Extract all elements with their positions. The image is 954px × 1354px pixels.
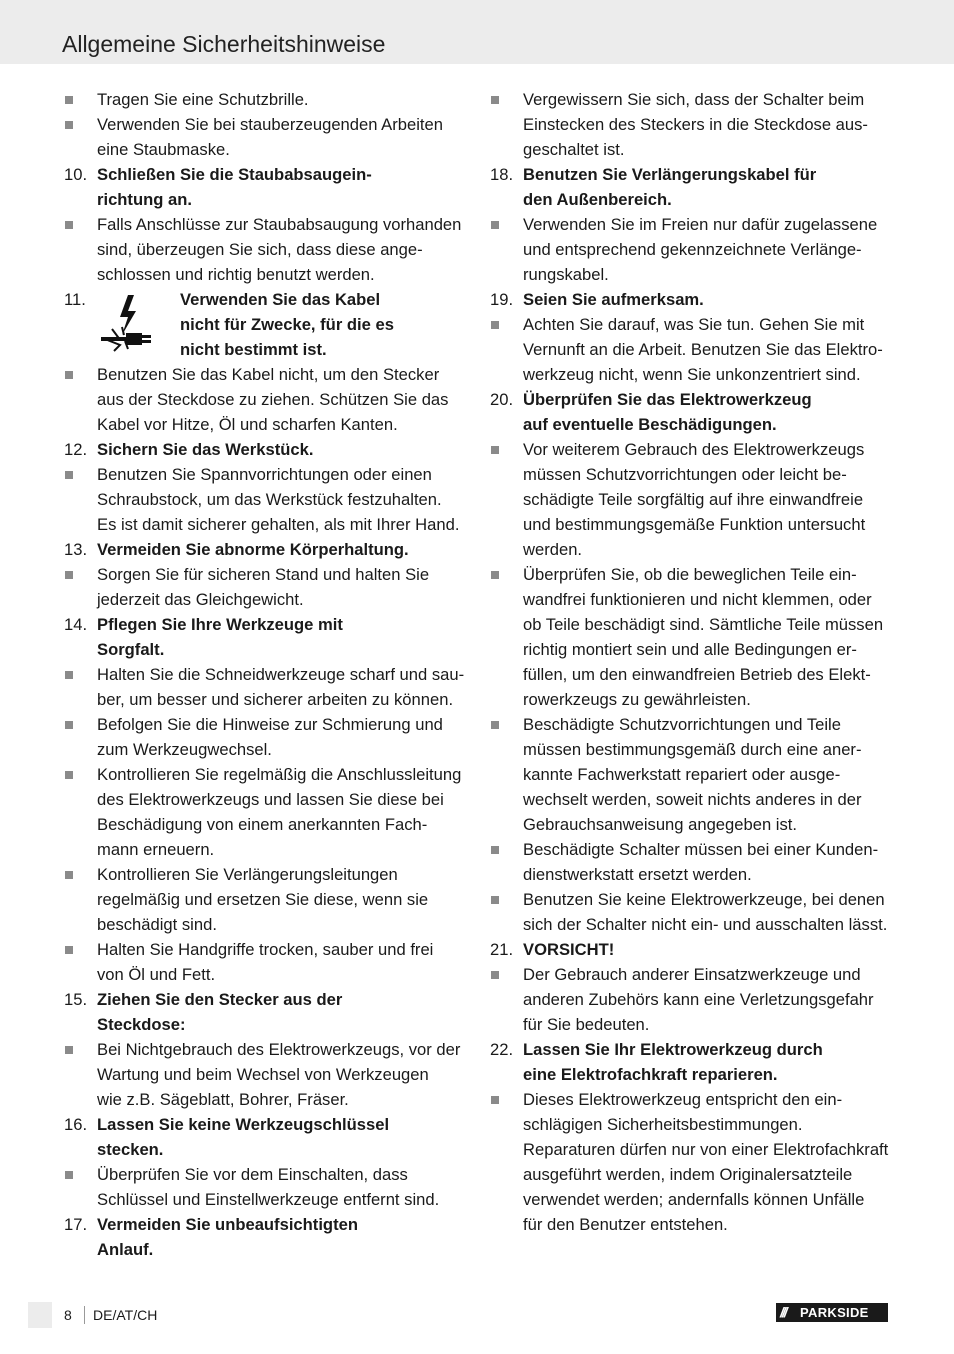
line-text: Benutzen Sie Spannvorrichtungen oder einen <box>97 465 432 484</box>
line-text: richtig montiert sein und alle Bedingungen er- <box>523 640 857 659</box>
square-bullet-icon <box>65 96 73 104</box>
square-bullet-icon <box>65 121 73 129</box>
square-bullet-icon <box>491 896 499 904</box>
logo-text: PARKSIDE <box>800 1305 869 1320</box>
bullet-item <box>488 1087 900 1112</box>
bullet-item <box>488 87 900 112</box>
line-text: richtung an. <box>97 190 192 209</box>
section-number: 18. <box>490 165 514 184</box>
text-line <box>488 487 900 512</box>
bullet-item <box>62 662 474 687</box>
page-number: 8 <box>64 1307 72 1323</box>
text-line <box>488 362 900 387</box>
square-bullet-icon <box>65 871 73 879</box>
line-text: Überprüfen Sie das Elektrowerkzeug <box>523 390 812 409</box>
line-text: verwendet werden; andernfalls können Unfälle <box>523 1190 865 1209</box>
section-heading <box>488 412 900 437</box>
line-text: zum Werkzeugwechsel. <box>97 740 272 759</box>
line-text: schlossen und richtig benutzt werden. <box>97 265 375 284</box>
section-number: 19. <box>490 290 514 309</box>
text-line <box>62 887 474 912</box>
square-bullet-icon <box>491 571 499 579</box>
bullet-item <box>62 937 474 962</box>
section-heading <box>62 287 474 312</box>
line-text: Anlauf. <box>97 1240 154 1259</box>
line-text: Verwenden Sie bei stauberzeugenden Arbeiten <box>97 115 443 134</box>
square-bullet-icon <box>65 671 73 679</box>
square-bullet-icon <box>65 571 73 579</box>
section-heading <box>488 187 900 212</box>
section-number: 20. <box>490 390 514 409</box>
line-text: eine Staubmaske. <box>97 140 230 159</box>
line-text: Sichern Sie das Werkstück. <box>97 440 314 459</box>
bullet-item <box>488 712 900 737</box>
section-heading <box>62 162 474 187</box>
line-text: geschaltet ist. <box>523 140 625 159</box>
line-text: beschädigt sind. <box>97 915 217 934</box>
left-column <box>62 87 474 1262</box>
text-line <box>62 787 474 812</box>
text-line <box>62 837 474 862</box>
text-line <box>62 737 474 762</box>
bullet-item <box>62 462 474 487</box>
line-text: und bestimmungsgemäße Funktion untersucht <box>523 515 866 534</box>
section-heading <box>488 387 900 412</box>
line-text: Überprüfen Sie vor dem Einschalten, dass <box>97 1165 408 1184</box>
section-heading <box>62 1112 474 1137</box>
text-line <box>488 687 900 712</box>
text-line <box>488 912 900 937</box>
text-line <box>488 1112 900 1137</box>
text-line <box>62 962 474 987</box>
language-code: DE/AT/CH <box>93 1307 158 1323</box>
section-heading <box>488 1037 900 1062</box>
section-heading <box>62 337 474 362</box>
line-text: Tragen Sie eine Schutzbrille. <box>97 90 309 109</box>
bullet-item <box>488 962 900 987</box>
text-line <box>488 762 900 787</box>
line-text: füllen, um den einwandfreien Betrieb des Elekt- <box>523 665 871 684</box>
square-bullet-icon <box>491 846 499 854</box>
section-heading <box>488 1062 900 1087</box>
section-number: 15. <box>64 990 88 1009</box>
section-number: 16. <box>64 1115 88 1134</box>
section-heading <box>62 187 474 212</box>
line-text: Benutzen Sie das Kabel nicht, um den Stecker <box>97 365 440 384</box>
line-text: wechselt werden, soweit nichts anderes in der <box>523 790 862 809</box>
line-text: wie z.B. Sägeblatt, Bohrer, Fräser. <box>97 1090 349 1109</box>
line-text: Benutzen Sie keine Elektrowerkzeuge, bei denen <box>523 890 885 909</box>
page-title: Allgemeine Sicherheitshinweise <box>62 31 386 57</box>
page-header <box>0 0 954 64</box>
line-text: den Außenbereich. <box>523 190 672 209</box>
bullet-item <box>62 1037 474 1062</box>
line-text: müssen bestimmungsgemäß durch eine aner- <box>523 740 862 759</box>
line-text: werkzeug nicht, wenn Sie unkonzentriert sind. <box>523 365 861 384</box>
text-line <box>488 1137 900 1162</box>
line-text: Dieses Elektrowerkzeug entspricht den ein- <box>523 1090 843 1109</box>
line-text: auf eventuelle Beschädigungen. <box>523 415 777 434</box>
text-line <box>488 787 900 812</box>
text-line <box>62 912 474 937</box>
text-line <box>488 137 900 162</box>
text-line <box>62 1087 474 1112</box>
parkside-logo <box>776 1303 888 1322</box>
text-line <box>488 862 900 887</box>
text-line <box>488 662 900 687</box>
text-line <box>488 812 900 837</box>
logo-stripes: /// <box>780 1304 786 1320</box>
line-text: Halten Sie Handgriffe trocken, sauber und frei <box>97 940 434 959</box>
bullet-item <box>488 212 900 237</box>
text-line <box>488 537 900 562</box>
text-line <box>488 1187 900 1212</box>
square-bullet-icon <box>491 721 499 729</box>
line-text: Gebrauchsanweisung angegeben ist. <box>523 815 797 834</box>
text-line <box>488 612 900 637</box>
line-text: wandfrei funktionieren und nicht klemmen, oder <box>523 590 872 609</box>
line-text: regelmäßig und ersetzen Sie diese, wenn sie <box>97 890 429 909</box>
section-heading <box>488 937 900 962</box>
section-number: 12. <box>64 440 88 459</box>
line-text: Kontrollieren Sie Verlängerungsleitungen <box>97 865 398 884</box>
line-text: Ziehen Sie den Stecker aus der <box>97 990 343 1009</box>
text-line <box>62 1187 474 1212</box>
line-text: Reparaturen dürfen nur von einer Elektrofachkraft <box>523 1140 889 1159</box>
bullet-item <box>62 712 474 737</box>
line-text: Schraubstock, um das Werkstück festzuhalten. <box>97 490 442 509</box>
section-number: 14. <box>64 615 88 634</box>
text-line <box>488 1212 900 1237</box>
bullet-item <box>62 212 474 237</box>
line-text: Achten Sie darauf, was Sie tun. Gehen Sie mit <box>523 315 865 334</box>
square-bullet-icon <box>65 721 73 729</box>
text-line <box>488 237 900 262</box>
text-line <box>488 1162 900 1187</box>
line-text: Falls Anschlüsse zur Staubabsaugung vorhanden <box>97 215 462 234</box>
line-text: Beschädigte Schutzvorrichtungen und Teile <box>523 715 841 734</box>
section-number: 17. <box>64 1215 88 1234</box>
text-line <box>62 262 474 287</box>
line-text: Kontrollieren Sie regelmäßig die Anschlussleitung <box>97 765 462 784</box>
section-heading <box>488 287 900 312</box>
line-text: kannte Fachwerkstatt repariert oder ausge- <box>523 765 841 784</box>
line-text: Vergewissern Sie sich, dass der Schalter beim <box>523 90 865 109</box>
square-bullet-icon <box>65 221 73 229</box>
square-bullet-icon <box>65 1171 73 1179</box>
bullet-item <box>488 437 900 462</box>
line-text: Vermeiden Sie unbeaufsichtigten <box>97 1215 358 1234</box>
section-heading <box>62 612 474 637</box>
text-line <box>62 687 474 712</box>
text-line <box>62 812 474 837</box>
line-text: Seien Sie aufmerksam. <box>523 290 704 309</box>
square-bullet-icon <box>65 371 73 379</box>
line-text: Kabel vor Hitze, Öl und scharfen Kanten. <box>97 415 398 434</box>
section-number: 13. <box>64 540 88 559</box>
section-number: 11. <box>64 290 86 309</box>
line-text: jederzeit das Gleichgewicht. <box>97 590 304 609</box>
line-text: Lassen Sie Ihr Elektrowerkzeug durch <box>523 1040 823 1059</box>
line-text: Der Gebrauch anderer Einsatzwerkzeuge und <box>523 965 861 984</box>
line-text: Es ist damit sicherer gehalten, als mit Ihrer Hand. <box>97 515 460 534</box>
text-line <box>62 412 474 437</box>
square-bullet-icon <box>491 1096 499 1104</box>
line-text: von Öl und Fett. <box>97 965 216 984</box>
section-heading <box>62 1012 474 1037</box>
text-line <box>488 512 900 537</box>
line-text: für Sie bedeuten. <box>523 1015 650 1034</box>
section-heading <box>62 637 474 662</box>
line-text: rungskabel. <box>523 265 609 284</box>
line-text: aus der Steckdose zu ziehen. Schützen Sie das <box>97 390 449 409</box>
line-text: rowerkzeugs zu gewährleisten. <box>523 690 751 709</box>
bullet-item <box>62 87 474 112</box>
line-text: eine Elektrofachkraft reparieren. <box>523 1065 778 1084</box>
text-line <box>488 112 900 137</box>
bullet-item <box>62 362 474 387</box>
line-text: Sorgfalt. <box>97 640 165 659</box>
right-column <box>488 87 900 1237</box>
line-text: schlägigen Sicherheitsbestimmungen. <box>523 1115 803 1134</box>
text-line <box>62 487 474 512</box>
square-bullet-icon <box>65 1046 73 1054</box>
footer-divider <box>84 1306 85 1324</box>
line-text: nicht für Zwecke, für die es <box>180 315 394 334</box>
line-text: nicht bestimmt ist. <box>180 340 327 359</box>
line-text: Überprüfen Sie, ob die beweglichen Teile ein- <box>523 565 857 584</box>
line-text: sind, überzeugen Sie sich, dass diese ange- <box>97 240 423 259</box>
text-line <box>488 737 900 762</box>
line-text: stecken. <box>97 1140 164 1159</box>
line-text: Verwenden Sie im Freien nur dafür zugelassene <box>523 215 878 234</box>
section-heading <box>62 1137 474 1162</box>
line-text: Halten Sie die Schneidwerkzeuge scharf und sau- <box>97 665 465 684</box>
line-text: Schlüssel und Einstellwerkzeuge entfernt sind. <box>97 1190 440 1209</box>
bullet-item <box>62 762 474 787</box>
line-text: mann erneuern. <box>97 840 215 859</box>
text-line <box>488 637 900 662</box>
square-bullet-icon <box>491 221 499 229</box>
line-text: ob Teile beschädigt sind. Sämtliche Teile müssen <box>523 615 884 634</box>
line-text: Wartung und beim Wechsel von Werkzeugen <box>97 1065 429 1084</box>
bullet-item <box>488 837 900 862</box>
line-text: VORSICHT! <box>523 940 615 959</box>
line-text: Pflegen Sie Ihre Werkzeuge mit <box>97 615 343 634</box>
text-line <box>488 262 900 287</box>
bullet-item <box>62 562 474 587</box>
line-text: Vor weiterem Gebrauch des Elektrowerkzeugs <box>523 440 865 459</box>
section-heading <box>62 1212 474 1237</box>
bullet-item <box>488 562 900 587</box>
text-line <box>62 587 474 612</box>
line-text: Einstecken des Steckers in die Steckdose aus- <box>523 115 868 134</box>
footer-marker <box>28 1302 52 1328</box>
text-line <box>62 1062 474 1087</box>
line-text: ausgeführt werden, indem Originalersatzteile <box>523 1165 853 1184</box>
square-bullet-icon <box>65 771 73 779</box>
line-text: Sorgen Sie für sicheren Stand und halten Sie <box>97 565 430 584</box>
text-line <box>488 987 900 1012</box>
text-line <box>488 1012 900 1037</box>
line-text: und entsprechend gekennzeichnete Verlänge- <box>523 240 862 259</box>
section-number: 21. <box>490 940 514 959</box>
square-bullet-icon <box>65 946 73 954</box>
line-text: schädigte Teile sorgfältig auf ihre einwandfreie <box>523 490 864 509</box>
line-text: für den Benutzer entstehen. <box>523 1215 728 1234</box>
section-number: 22. <box>490 1040 514 1059</box>
section-heading <box>62 312 474 337</box>
line-text: Steckdose: <box>97 1015 186 1034</box>
line-text: werden. <box>523 540 583 559</box>
line-text: Verwenden Sie das Kabel <box>180 290 381 309</box>
bullet-item <box>62 862 474 887</box>
line-text: sich der Schalter nicht ein- und ausschalten lässt. <box>523 915 888 934</box>
line-text: Vernunft an die Arbeit. Benutzen Sie das Elektro- <box>523 340 883 359</box>
section-heading <box>62 437 474 462</box>
line-text: Bei Nichtgebrauch des Elektrowerkzeugs, vor der <box>97 1040 461 1059</box>
section-heading <box>62 537 474 562</box>
line-text: ber, um besser und sicherer arbeiten zu können. <box>97 690 454 709</box>
line-text: anderen Zubehörs kann eine Verletzungsgefahr <box>523 990 874 1009</box>
line-text: Beschädigung von einem anerkannten Fach- <box>97 815 428 834</box>
section-heading <box>62 987 474 1012</box>
square-bullet-icon <box>491 96 499 104</box>
line-text: Benutzen Sie Verlängerungskabel für <box>523 165 817 184</box>
line-text: Vermeiden Sie abnorme Körperhaltung. <box>97 540 409 559</box>
square-bullet-icon <box>491 446 499 454</box>
square-bullet-icon <box>65 471 73 479</box>
line-text: Lassen Sie keine Werkzeugschlüssel <box>97 1115 390 1134</box>
text-line <box>488 462 900 487</box>
text-line <box>62 137 474 162</box>
square-bullet-icon <box>491 971 499 979</box>
text-line <box>488 587 900 612</box>
bullet-item <box>488 312 900 337</box>
line-text: dienstwerkstatt ersetzt werden. <box>523 865 752 884</box>
bullet-item <box>488 887 900 912</box>
text-line <box>62 387 474 412</box>
section-heading <box>62 1237 474 1262</box>
section-heading <box>488 162 900 187</box>
section-number: 10. <box>64 165 88 184</box>
square-bullet-icon <box>491 321 499 329</box>
text-line <box>62 512 474 537</box>
line-text: Schließen Sie die Staubabsaugein- <box>97 165 372 184</box>
text-line <box>488 337 900 362</box>
bullet-item <box>62 1162 474 1187</box>
line-text: Befolgen Sie die Hinweise zur Schmierung und <box>97 715 443 734</box>
line-text: müssen Schutzvorrichtungen oder leicht be- <box>523 465 847 484</box>
line-text: des Elektrowerkzeugs und lassen Sie diese bei <box>97 790 444 809</box>
bullet-item <box>62 112 474 137</box>
line-text: Beschädigte Schalter müssen bei einer Kunden- <box>523 840 879 859</box>
text-line <box>62 237 474 262</box>
